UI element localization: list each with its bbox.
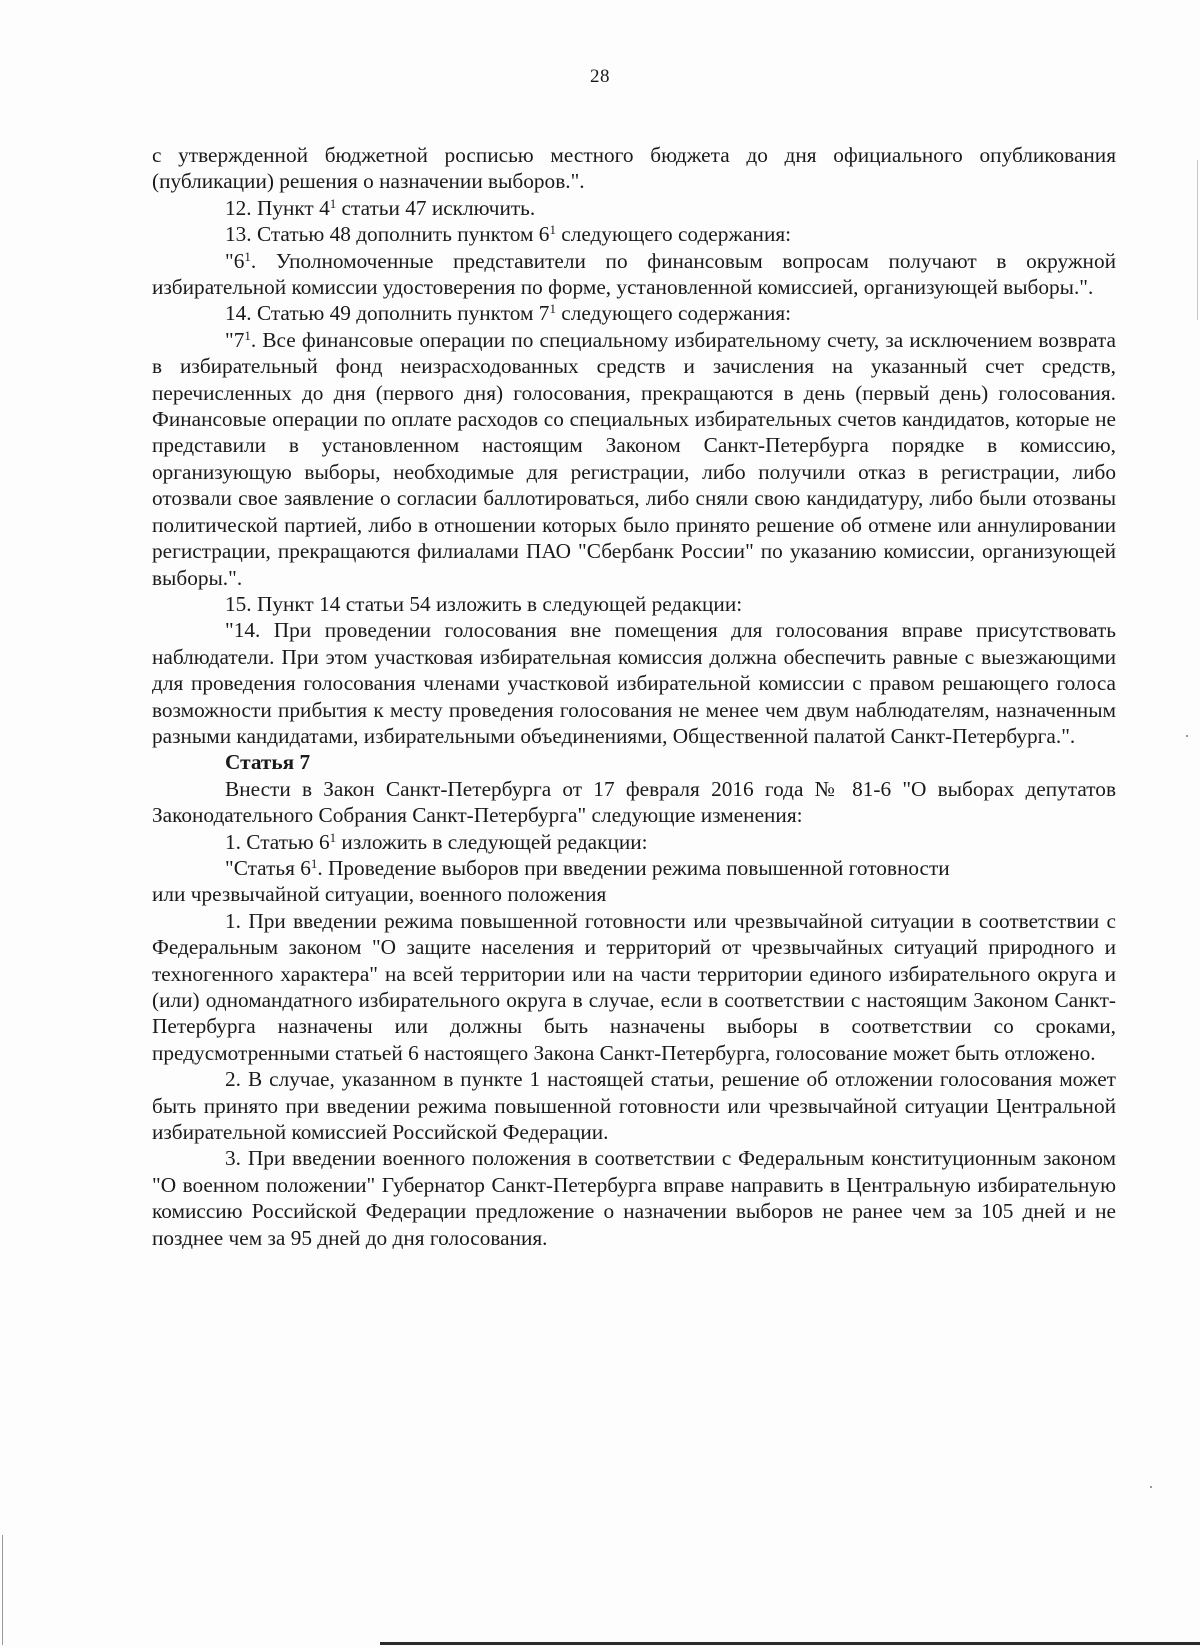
article-7-item-1-text-b: изложить в следующей редакции: xyxy=(336,829,648,854)
quoted-point-6-1-text-a: "6 xyxy=(225,248,245,273)
quoted-point-6-1-text-b: . Уполномоченные представители по финансовым вопросам получают в окружной избирательной комиссии удостоверения по форме, установленной комиссией, организующей выборы.". xyxy=(152,248,1116,300)
item-14-text-b: следующего содержания: xyxy=(555,301,792,326)
scan-speck xyxy=(1150,1486,1152,1488)
quoted-point-14: "14. При проведении голосования вне помещения для голосования вправе присутствовать наблюдатели. При этом участковая избирательная комиссия должна обеспечить равные с выезжающими для проведения голосования членами участковой избирательной комиссии с правом решающего голоса возможности прибытия к месту проведения голосования не менее чем двум наблюдателям, назначенным разными кандидатами, избирательными объединениями, Общественной палатой Санкт-Петербурга.". xyxy=(152,618,1116,748)
item-14-superscript: 1 xyxy=(549,301,556,317)
scan-edge-artifact-right xyxy=(1197,160,1198,320)
item-12-superscript: 1 xyxy=(329,195,337,211)
article-7-item-1-text-a: 1. Статью 6 xyxy=(225,829,330,854)
page-number: 28 xyxy=(590,66,610,87)
item-13-text-b: следующего содержания: xyxy=(555,222,792,247)
article-6-1-point-3: 3. При введении военного положения в соответствии с Федеральным конституционным законом "О военном положении" Губернатор Санкт-Петербурга вправе направить в Центральную избирательную комиссию Российской Федерации предложение о назначении выборов не ранее чем за 105 дней и не позднее чем за 95 дней до дня голосования. xyxy=(152,1146,1116,1250)
quoted-point-6-1-superscript: 1 xyxy=(244,248,251,264)
item-12-text-a: 12. Пункт 4 xyxy=(225,195,330,220)
scan-speck xyxy=(1186,735,1188,737)
article-6-1-title-text-a: "Статья 6 xyxy=(225,855,311,880)
article-7-heading: Статья 7 xyxy=(225,750,311,775)
item-12 xyxy=(152,195,1116,221)
scan-bottom-edge xyxy=(380,1642,1200,1645)
quoted-point-6-1 xyxy=(152,248,1116,301)
quoted-point-7-1 xyxy=(152,327,1116,591)
article-6-1-title xyxy=(152,855,1116,881)
item-12-text-b: статьи 47 исключить. xyxy=(336,195,536,220)
article-7-intro: Внести в Закон Санкт-Петербурга от 17 февраля 2016 года № 81-6 "О выборах депутатов Законодательного Собрания Санкт-Петербурга" следующие изменения: xyxy=(152,776,1116,828)
article-6-1-point-1: 1. При введении режима повышенной готовности или чрезвычайной ситуации в соответствии с Федеральным законом "О защите населения и территорий от чрезвычайных ситуаций природного и техногенного характера" на всей территории или на части территории единого избирательного округа и (или) одномандатного избирательного округа в случае, если в соответствии с настоящим Законом Санкт-Петербурга назначены или должны быть назначены выборы в соответствии со сроками, предусмотренными статьей 6 настоящего Закона Санкт-Петербурга, голосование может быть отложено. xyxy=(152,908,1116,1065)
article-6-1-point-2: 2. В случае, указанном в пункте 1 настоящей статьи, решение об отложении голосования может быть принято при введении режима повышенной готовности или чрезвычайной ситуации Центральной избирательной комиссией Российской Федерации. xyxy=(152,1067,1116,1145)
quoted-point-7-1-superscript: 1 xyxy=(244,327,251,343)
item-14 xyxy=(152,300,1116,326)
quoted-point-7-1-text-b: . Все финансовые операции по специальному избирательному счету, за исключением возврата в избирательный фонд неизрасходованных средств и зачисления на указанный счет средств, перечисленных до дня (первого дня) голосования, прекращаются в день (первый день) голосования. Финансовые операции по оплате расходов со специальных избирательных счетов кандидатов, которые не представили в установленном настоящим Законом Санкт-Петербурга порядке в комиссию, организующую выборы, необходимые для регистрации, либо получили отказ в регистрации, либо отозвали свое заявление о согласии баллотироваться, либо сняли свою кандидатуру, либо были отозваны политической партией, либо в отношении которых было принято решение об отмене или аннулировании регистрации, прекращаются филиалами ПАО "Сбербанк России" по указанию комиссии, организующей выборы.". xyxy=(152,327,1116,590)
item-14-text-a: 14. Статью 49 дополнить пунктом 7 xyxy=(225,301,550,326)
scan-edge-artifact-left xyxy=(2,1535,3,1645)
article-7-item-1 xyxy=(152,829,1116,855)
article-6-1-title-line-2: или чрезвычайной ситуации, военного положения xyxy=(152,882,607,907)
item-13-text-a: 13. Статью 48 дополнить пунктом 6 xyxy=(225,222,550,247)
article-7-item-1-superscript: 1 xyxy=(329,829,337,845)
paragraph-continuation: с утвержденной бюджетной росписью местного бюджета до дня официального опубликования (публикации) решения о назначении выборов.". xyxy=(152,143,1116,194)
article-6-1-title-superscript: 1 xyxy=(310,855,318,871)
article-6-1-title-text-b: . Проведение выборов при введении режима повышенной готовности xyxy=(317,855,950,880)
item-13-superscript: 1 xyxy=(549,222,556,238)
quoted-point-7-1-text-a: "7 xyxy=(225,327,245,352)
item-15: 15. Пункт 14 статьи 54 изложить в следующей редакции: xyxy=(225,591,743,616)
item-13 xyxy=(152,221,1116,247)
document-body xyxy=(152,142,1116,1251)
